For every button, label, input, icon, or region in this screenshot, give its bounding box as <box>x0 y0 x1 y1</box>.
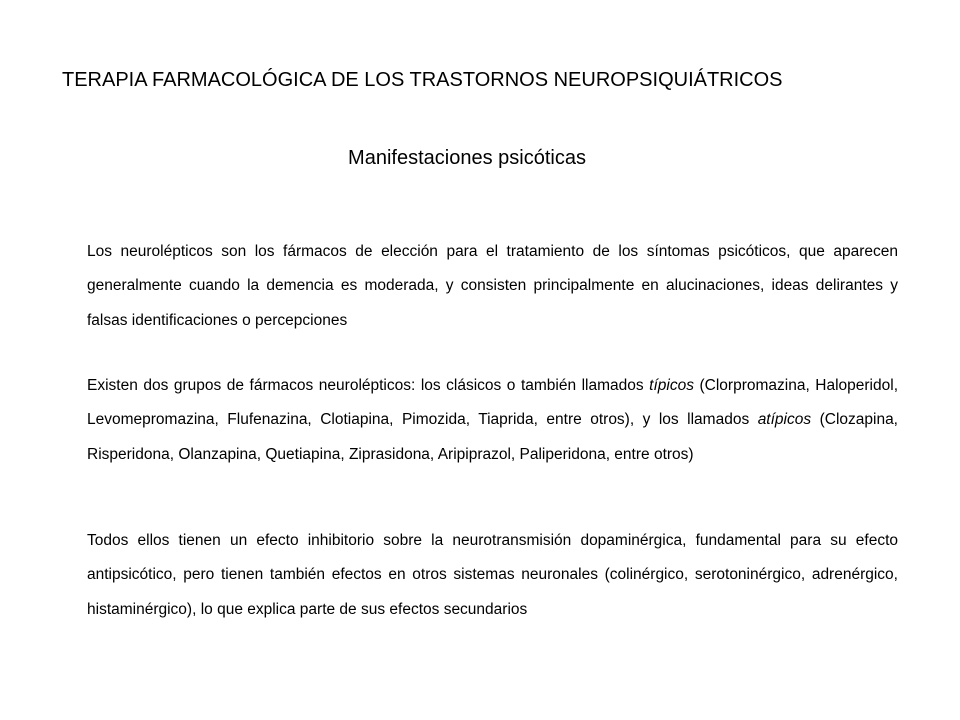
paragraph-text: (Clorpromazina, Haloperidol, Levomepromazina, Flufenazina, Clotiapina, Pimozida, Tiaprida, entre otros), y los llamados <box>87 376 898 428</box>
paragraph-text: Existen dos grupos de fármacos neurolépticos: los clásicos o también llamados <box>87 376 650 394</box>
slide-title: TERAPIA FARMACOLÓGICA DE LOS TRASTORNOS NEUROPSIQUIÁTRICOS <box>62 69 783 91</box>
paragraph-efecto-inhibitorio: Todos ellos tienen un efecto inhibitorio sobre la neurotransmisión dopaminérgica, fundamental para su efecto antipsicótico, pero tienen también efectos en otros sistemas neuronales (colinérgico, serotoninérgico, adrenérgico, histaminérgico), lo que explica parte de sus efectos secundarios <box>87 531 898 618</box>
slide-subtitle: Manifestaciones psicóticas <box>348 147 586 169</box>
emphasis-atipicos: atípicos <box>757 411 812 428</box>
paragraph-text: (Clozapina, Risperidona, Olanzapina, Quetiapina, Ziprasidona, Aripiprazol, Paliperidona, entre otros) <box>87 411 898 463</box>
paragraph-grupos-farmacos <box>87 369 898 473</box>
paragraph-neurolepticos: Los neurolépticos son los fármacos de elección para el tratamiento de los síntomas psicóticos, que aparecen generalmente cuando la demencia es moderada, y consisten principalmente en alucinaciones, ideas delirantes y falsas identificaciones o percepciones <box>87 242 898 329</box>
emphasis-tipicos: típicos <box>649 376 694 394</box>
